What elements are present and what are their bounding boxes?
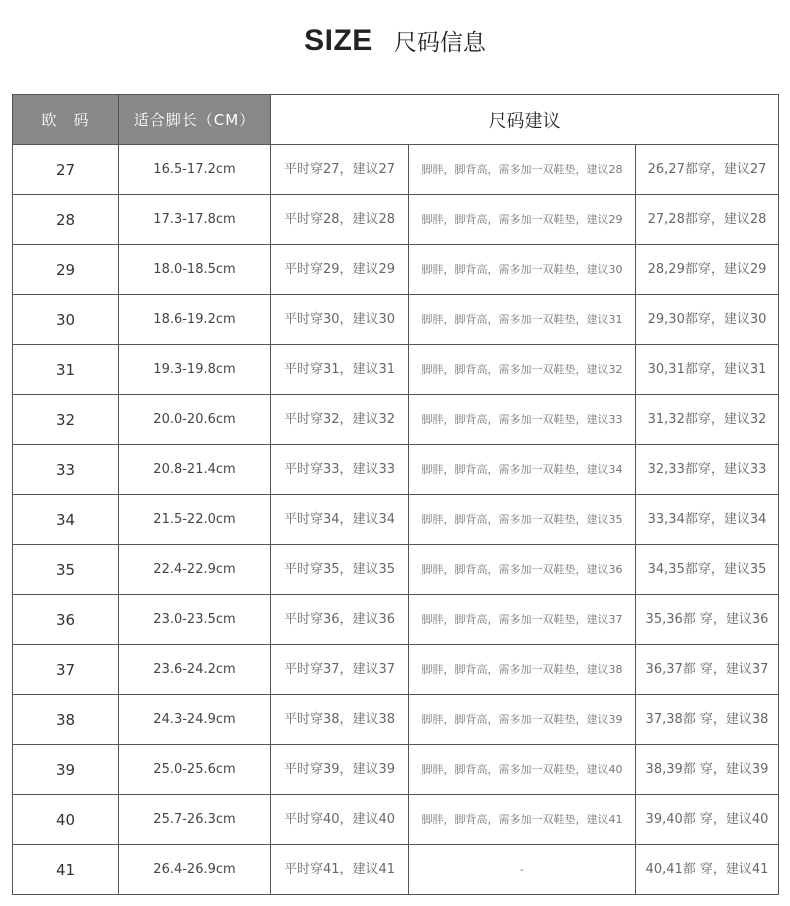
advice-wide-foot-cell: 脚胖，脚背高，需多加一双鞋垫，建议32 [409,345,636,395]
foot-length-cell: 23.0-23.5cm [119,595,271,645]
eu-size-cell: 41 [13,845,119,895]
advice-between-cell: 28,29都穿，建议29 [636,245,779,295]
advice-wide-foot-cell: 脚胖，脚背高，需多加一双鞋垫，建议30 [409,245,636,295]
size-table [12,94,779,895]
advice-between-cell: 36,37都 穿，建议37 [636,645,779,695]
advice-between-cell: 32,33都穿，建议33 [636,445,779,495]
advice-normal-cell: 平时穿35，建议35 [271,545,409,595]
advice-normal-cell: 平时穿32，建议32 [271,395,409,445]
advice-normal-cell: 平时穿31，建议31 [271,345,409,395]
advice-wide-foot-cell: 脚胖，脚背高，需多加一双鞋垫，建议33 [409,395,636,445]
foot-length-cell: 16.5-17.2cm [119,145,271,195]
table-row [13,745,779,795]
eu-size-cell: 28 [13,195,119,245]
header-eu-size: 欧 码 [13,95,119,145]
eu-size-cell: 36 [13,595,119,645]
advice-wide-foot-cell: 脚胖，脚背高，需多加一双鞋垫，建议28 [409,145,636,195]
foot-length-cell: 25.7-26.3cm [119,795,271,845]
table-row [13,195,779,245]
table-row [13,845,779,895]
advice-between-cell: 31,32都穿，建议32 [636,395,779,445]
advice-wide-foot-cell: 脚胖，脚背高，需多加一双鞋垫，建议41 [409,795,636,845]
advice-normal-cell: 平时穿30，建议30 [271,295,409,345]
eu-size-cell: 31 [13,345,119,395]
advice-normal-cell: 平时穿38，建议38 [271,695,409,745]
table-row [13,245,779,295]
header-size-advice: 尺码建议 [271,95,779,145]
advice-between-cell: 33,34都穿，建议34 [636,495,779,545]
advice-normal-cell: 平时穿34，建议34 [271,495,409,545]
advice-wide-foot-cell: 脚胖，脚背高，需多加一双鞋垫，建议39 [409,695,636,745]
advice-between-cell: 35,36都 穿，建议36 [636,595,779,645]
page-title [0,24,790,58]
eu-size-cell: 34 [13,495,119,545]
table-row [13,545,779,595]
foot-length-cell: 24.3-24.9cm [119,695,271,745]
foot-length-cell: 26.4-26.9cm [119,845,271,895]
eu-size-cell: 29 [13,245,119,295]
advice-wide-foot-cell: 脚胖，脚背高，需多加一双鞋垫，建议34 [409,445,636,495]
eu-size-cell: 37 [13,645,119,695]
eu-size-cell: 35 [13,545,119,595]
advice-wide-foot-cell: 脚胖，脚背高，需多加一双鞋垫，建议31 [409,295,636,345]
advice-between-cell: 39,40都 穿，建议40 [636,795,779,845]
advice-between-cell: 40,41都 穿，建议41 [636,845,779,895]
eu-size-cell: 30 [13,295,119,345]
foot-length-cell: 20.8-21.4cm [119,445,271,495]
title-en: SIZE [304,24,373,57]
foot-length-cell: 19.3-19.8cm [119,345,271,395]
advice-between-cell: 26,27都穿，建议27 [636,145,779,195]
advice-between-cell: 37,38都 穿，建议38 [636,695,779,745]
eu-size-cell: 27 [13,145,119,195]
eu-size-cell: 39 [13,745,119,795]
advice-wide-foot-cell: 脚胖，脚背高，需多加一双鞋垫，建议36 [409,545,636,595]
eu-size-cell: 33 [13,445,119,495]
advice-normal-cell: 平时穿39，建议39 [271,745,409,795]
advice-normal-cell: 平时穿29，建议29 [271,245,409,295]
table-row [13,145,779,195]
foot-length-cell: 22.4-22.9cm [119,545,271,595]
foot-length-cell: 18.0-18.5cm [119,245,271,295]
advice-normal-cell: 平时穿27，建议27 [271,145,409,195]
foot-length-cell: 21.5-22.0cm [119,495,271,545]
advice-between-cell: 29,30都穿，建议30 [636,295,779,345]
advice-between-cell: 34,35都穿，建议35 [636,545,779,595]
foot-length-cell: 23.6-24.2cm [119,645,271,695]
table-row [13,645,779,695]
advice-normal-cell: 平时穿37，建议37 [271,645,409,695]
table-row [13,795,779,845]
table-row [13,395,779,445]
table-row [13,295,779,345]
advice-wide-foot-cell: 脚胖，脚背高，需多加一双鞋垫，建议35 [409,495,636,545]
foot-length-cell: 20.0-20.6cm [119,395,271,445]
advice-normal-cell: 平时穿36，建议36 [271,595,409,645]
advice-wide-foot-cell: 脚胖，脚背高，需多加一双鞋垫，建议29 [409,195,636,245]
header-foot-length: 适合脚长（CM） [119,95,271,145]
eu-size-cell: 40 [13,795,119,845]
advice-between-cell: 30,31都穿，建议31 [636,345,779,395]
advice-normal-cell: 平时穿28，建议28 [271,195,409,245]
advice-normal-cell: 平时穿41，建议41 [271,845,409,895]
advice-wide-foot-cell: 脚胖，脚背高，需多加一双鞋垫，建议38 [409,645,636,695]
eu-size-cell: 38 [13,695,119,745]
table-row [13,595,779,645]
table-row [13,495,779,545]
header-row [13,95,779,145]
eu-size-cell: 32 [13,395,119,445]
advice-wide-foot-cell: 脚胖，脚背高，需多加一双鞋垫，建议37 [409,595,636,645]
table-row [13,695,779,745]
foot-length-cell: 17.3-17.8cm [119,195,271,245]
foot-length-cell: 18.6-19.2cm [119,295,271,345]
table-row [13,345,779,395]
title-cn: 尺码信息 [393,30,486,56]
table-row [13,445,779,495]
advice-between-cell: 27,28都穿，建议28 [636,195,779,245]
advice-normal-cell: 平时穿40，建议40 [271,795,409,845]
advice-wide-foot-cell: - [409,845,636,895]
advice-wide-foot-cell: 脚胖，脚背高，需多加一双鞋垫，建议40 [409,745,636,795]
advice-normal-cell: 平时穿33，建议33 [271,445,409,495]
advice-between-cell: 38,39都 穿，建议39 [636,745,779,795]
foot-length-cell: 25.0-25.6cm [119,745,271,795]
